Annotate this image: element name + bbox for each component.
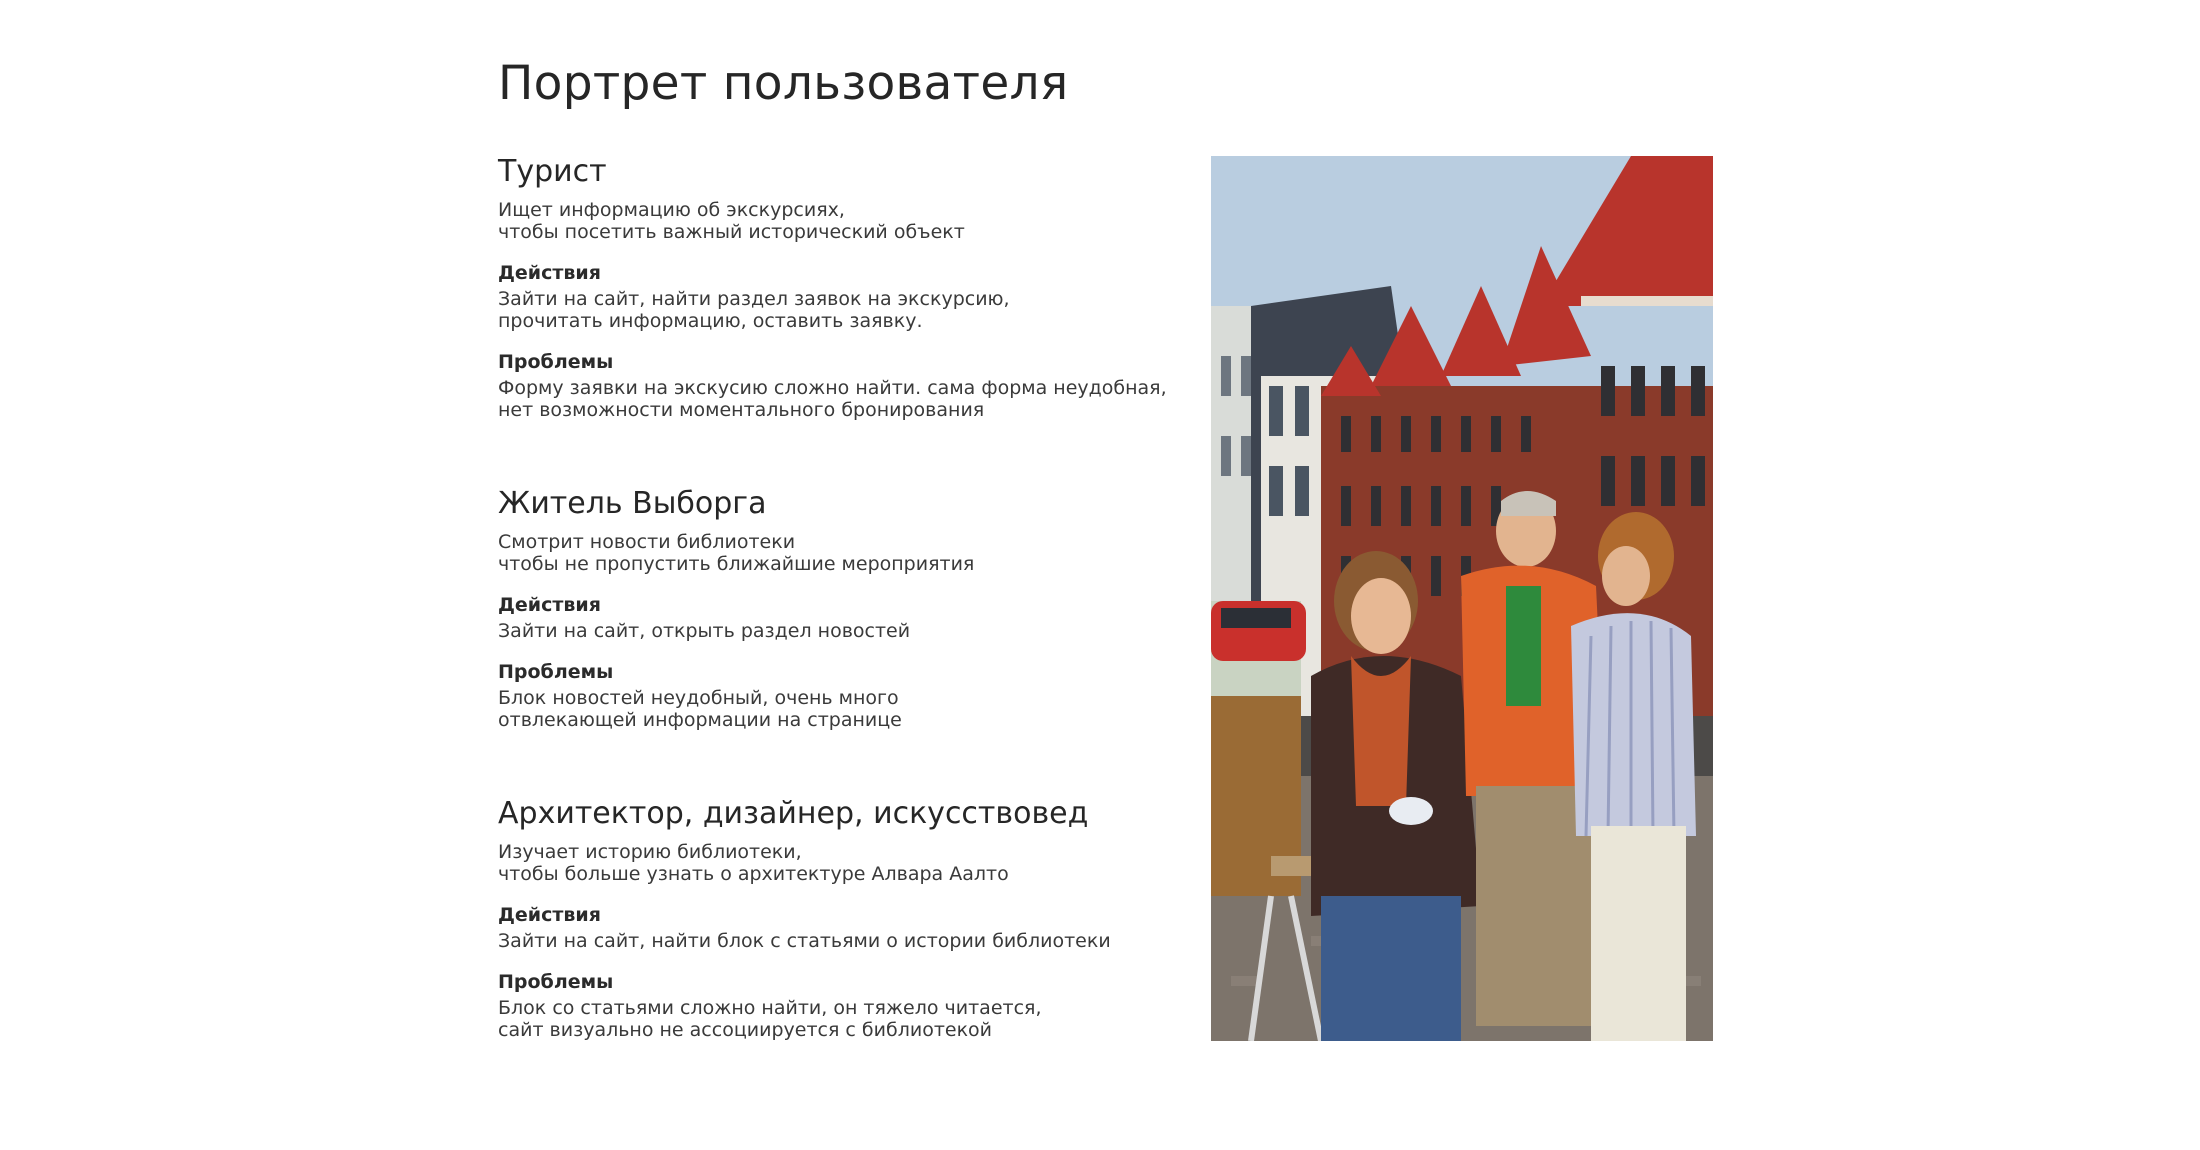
actions-label: Действия <box>498 262 601 284</box>
actions-label: Действия <box>498 594 601 616</box>
persona-actions: Зайти на сайт, найти раздел заявок на экскурсию, прочитать информацию, оставить заявку. <box>498 288 1010 332</box>
persona-vyborg-resident <box>498 486 1198 731</box>
persona-problems: Блок новостей неудобный, очень много отвлекающей информации на странице <box>498 687 902 731</box>
persona-name: Житель Выборга <box>498 486 767 521</box>
problems-label: Проблемы <box>498 351 614 373</box>
persona-architect <box>498 796 1198 1041</box>
persona-goal: Смотрит новости библиотеки чтобы не пропустить ближайшие мероприятия <box>498 531 975 575</box>
actions-label: Действия <box>498 904 601 926</box>
persona-goal: Изучает историю библиотеки, чтобы больше узнать о архитектуре Алвара Аалто <box>498 841 1009 885</box>
problems-label: Проблемы <box>498 661 614 683</box>
persona-tourist <box>498 154 1198 421</box>
persona-problems: Блок со статьями сложно найти, он тяжело читается, сайт визуально не ассоциируется с библиотекой <box>498 997 1042 1041</box>
persona-problems: Форму заявки на экскусию сложно найти. сама форма неудобная, нет возможности моментального бронирования <box>498 377 1167 421</box>
street-painter-photo <box>1211 156 1713 1041</box>
persona-name: Архитектор, дизайнер, искусствовед <box>498 796 1089 831</box>
persona-actions: Зайти на сайт, открыть раздел новостей <box>498 620 911 642</box>
persona-name: Турист <box>498 154 607 189</box>
persona-actions: Зайти на сайт, найти блок с статьями о истории библиотеки <box>498 930 1111 952</box>
persona-goal: Ищет информацию об экскурсиях, чтобы посетить важный исторический объект <box>498 199 965 243</box>
problems-label: Проблемы <box>498 971 614 993</box>
page-title: Портрет пользователя <box>498 56 1069 111</box>
